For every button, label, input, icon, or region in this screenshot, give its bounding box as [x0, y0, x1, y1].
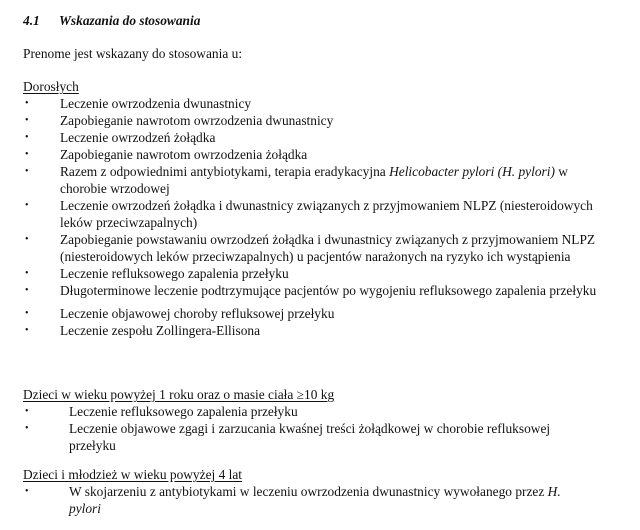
list-item — [0, 265, 540, 282]
list-item-text: Leczenie owrzodzenia dwunastnicy — [60, 96, 252, 111]
list-item — [0, 197, 593, 231]
list-item-italic-term: Helicobacter pylori (H. pylori) — [389, 164, 555, 179]
children-heading: Dzieci w wieku powyżej 1 roku oraz o masie ciała ≥10 kg — [23, 387, 335, 402]
bullet-icon: • — [25, 166, 29, 177]
list-item — [0, 163, 568, 197]
bullet-icon: • — [25, 115, 29, 126]
bullet-icon: • — [25, 132, 29, 143]
list-item-text-part: W skojarzeniu z antybiotykami w leczeniu owrzodzenia dwunastnicy wywołanego przez — [69, 484, 548, 499]
list-item-text — [69, 483, 569, 517]
list-item-text — [60, 163, 600, 197]
list-item-text: Leczenie owrzodzeń żołądka — [60, 130, 216, 145]
list-item-text: Leczenie owrzodzeń żołądka i dwunastnicy związanych z przyjmowaniem NLPZ (niesteroidowych leków przeciwzapalnych) — [60, 198, 593, 230]
list-item-text-part: Razem z odpowiednimi antybiotykami, terapia eradykacyjna — [60, 164, 390, 179]
list-item — [0, 305, 540, 322]
bullet-icon: • — [25, 308, 29, 319]
bullet-icon: • — [25, 234, 29, 245]
list-item — [0, 112, 540, 129]
bullet-icon: • — [25, 285, 29, 296]
teens-list — [0, 483, 640, 517]
bullet-icon: • — [25, 486, 29, 497]
adults-list — [0, 95, 640, 339]
list-item — [0, 322, 540, 339]
list-item — [0, 231, 596, 265]
bullet-icon: • — [25, 200, 29, 211]
list-item — [0, 483, 561, 517]
list-item — [0, 282, 597, 299]
list-item-text: Zapobieganie nawrotom owrzodzenia dwunastnicy — [60, 113, 334, 128]
list-item-text: Zapobieganie nawrotom owrzodzenia żołądka — [60, 147, 308, 162]
list-item — [0, 95, 540, 112]
bullet-icon: • — [25, 325, 29, 336]
bullet-icon: • — [25, 268, 29, 279]
section-title: Wskazania do stosowania — [59, 13, 201, 28]
list-item-text-part: w chorobie wrzodowej — [60, 164, 568, 196]
list-item-text: Leczenie refluksowego zapalenia przełyku — [69, 404, 298, 419]
list-item — [0, 129, 540, 146]
children-list — [0, 403, 640, 454]
bullet-icon: • — [25, 98, 29, 109]
section-heading — [23, 12, 200, 29]
teens-heading: Dzieci i młodzież w wieku powyżej 4 lat — [23, 467, 243, 482]
bullet-icon: • — [25, 149, 29, 160]
list-item-text: Leczenie zespołu Zollingera-Ellisona — [60, 323, 261, 338]
list-item-text: Leczenie refluksowego zapalenia przełyku — [60, 266, 289, 281]
list-item-text: Długoterminowe leczenie podtrzymujące pacjentów po wygojeniu refluksowego zapalenia przełyku — [60, 283, 597, 298]
list-item-text: Zapobieganie powstawaniu owrzodzeń żołądka i dwunastnicy związanych z przyjmowaniem NLPZ (niesteroidowych leków przeciwzapalnych) u pacjentów narażonych na ryzyko ich wystąpienia — [60, 232, 596, 264]
intro-text: Prenome jest wskazany do stosowania u: — [23, 46, 243, 61]
bullet-icon: • — [25, 406, 29, 417]
list-item-text: Leczenie objawowej choroby refluksowej przełyku — [60, 306, 335, 321]
list-item — [0, 420, 551, 454]
bullet-icon: • — [25, 423, 29, 434]
adults-heading: Dorosłych — [23, 79, 79, 94]
section-number: 4.1 — [23, 13, 40, 28]
list-item-text: Leczenie objawowe zgagi i zarzucania kwaśnej treści żołądkowej w chorobie refluksowej przełyku — [69, 421, 551, 453]
list-item — [0, 146, 540, 163]
list-item — [0, 403, 540, 420]
list-item-italic-term: H. pylori — [69, 484, 561, 516]
